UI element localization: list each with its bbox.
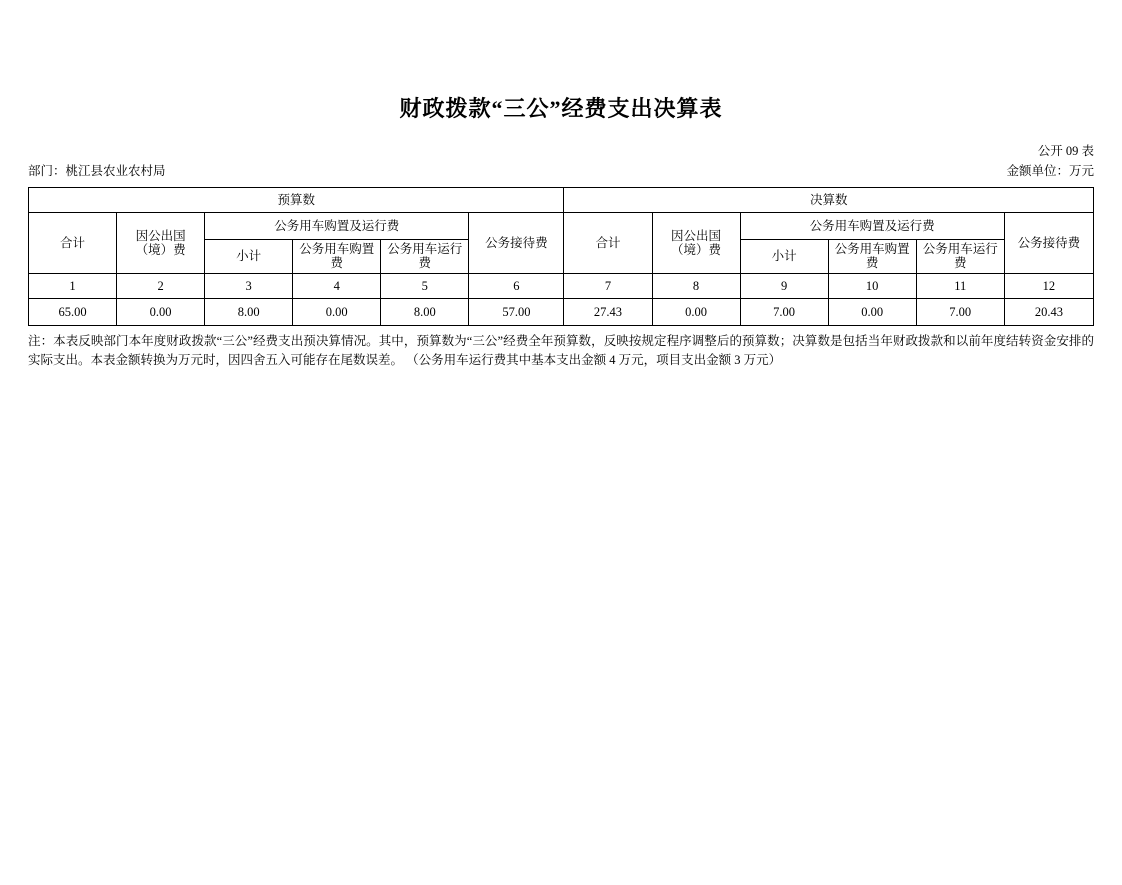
col-final-abroad: 因公出国（境）费 <box>652 213 740 274</box>
col-final-total: 合计 <box>564 213 652 274</box>
value-cell: 8.00 <box>381 298 469 325</box>
column-number: 3 <box>205 273 293 298</box>
column-number: 2 <box>117 273 205 298</box>
col-budget-vehicle-group: 公务用车购置及运行费 <box>205 213 469 240</box>
col-budget-vehicle-operation: 公务用车运行费 <box>381 240 469 274</box>
page-title: 财政拨款“三公”经费支出决算表 <box>399 96 723 121</box>
value-cell: 7.00 <box>740 298 828 325</box>
document-page <box>0 92 1122 885</box>
column-number: 7 <box>564 273 652 298</box>
col-budget-vehicle-purchase: 公务用车购置费 <box>293 240 381 274</box>
table-row-values <box>29 298 1094 325</box>
col-budget-reception: 公务接待费 <box>469 213 564 274</box>
column-number: 8 <box>652 273 740 298</box>
value-cell: 0.00 <box>828 298 916 325</box>
group-header-budget: 预算数 <box>29 188 564 213</box>
col-final-vehicle-group: 公务用车购置及运行费 <box>740 213 1004 240</box>
column-number: 6 <box>469 273 564 298</box>
value-cell: 20.43 <box>1004 298 1093 325</box>
value-cell: 57.00 <box>469 298 564 325</box>
table-row-group-header <box>29 188 1094 213</box>
value-cell: 27.43 <box>564 298 652 325</box>
column-number: 1 <box>29 273 117 298</box>
col-final-vehicle-purchase: 公务用车购置费 <box>828 240 916 274</box>
col-final-vehicle-subtotal: 小计 <box>740 240 828 274</box>
col-final-vehicle-operation: 公务用车运行费 <box>916 240 1004 274</box>
department-label: 部门：桃江县农业农村局 <box>28 164 166 178</box>
col-budget-vehicle-subtotal: 小计 <box>205 240 293 274</box>
department-row <box>0 161 1122 181</box>
column-number: 12 <box>1004 273 1093 298</box>
table-row-column-numbers <box>29 273 1094 298</box>
value-cell: 0.00 <box>117 298 205 325</box>
group-header-final: 决算数 <box>564 188 1094 213</box>
column-number: 5 <box>381 273 469 298</box>
table-note: 注：本表反映部门本年度财政拨款“三公”经费支出预决算情况。其中，预算数为“三公”经费全年预算数，反映按规定程序调整后的预算数；决算数是包括当年财政拨款和以前年度结转资金安排的实际支出。本表金额转换为万元时，因四舍五入可能存在尾数误差。 （公务用车运行费其中基本支出金额 4 万元，项目支出金额 3 万元） <box>28 333 1094 368</box>
column-number: 11 <box>916 273 1004 298</box>
value-cell: 7.00 <box>916 298 1004 325</box>
form-number: 公开 09 表 <box>1037 144 1094 158</box>
col-budget-total: 合计 <box>29 213 117 274</box>
value-cell: 0.00 <box>293 298 381 325</box>
value-cell: 65.00 <box>29 298 117 325</box>
col-final-reception: 公务接待费 <box>1004 213 1093 274</box>
column-number: 10 <box>828 273 916 298</box>
three-public-expenses-table <box>28 187 1094 326</box>
amount-unit-label: 金额单位：万元 <box>1006 164 1094 178</box>
table-row-subheader-1 <box>29 213 1094 240</box>
value-cell: 8.00 <box>205 298 293 325</box>
form-number-row <box>0 141 1122 159</box>
column-number: 4 <box>293 273 381 298</box>
col-budget-abroad: 因公出国（境）费 <box>117 213 205 274</box>
column-number: 9 <box>740 273 828 298</box>
value-cell: 0.00 <box>652 298 740 325</box>
